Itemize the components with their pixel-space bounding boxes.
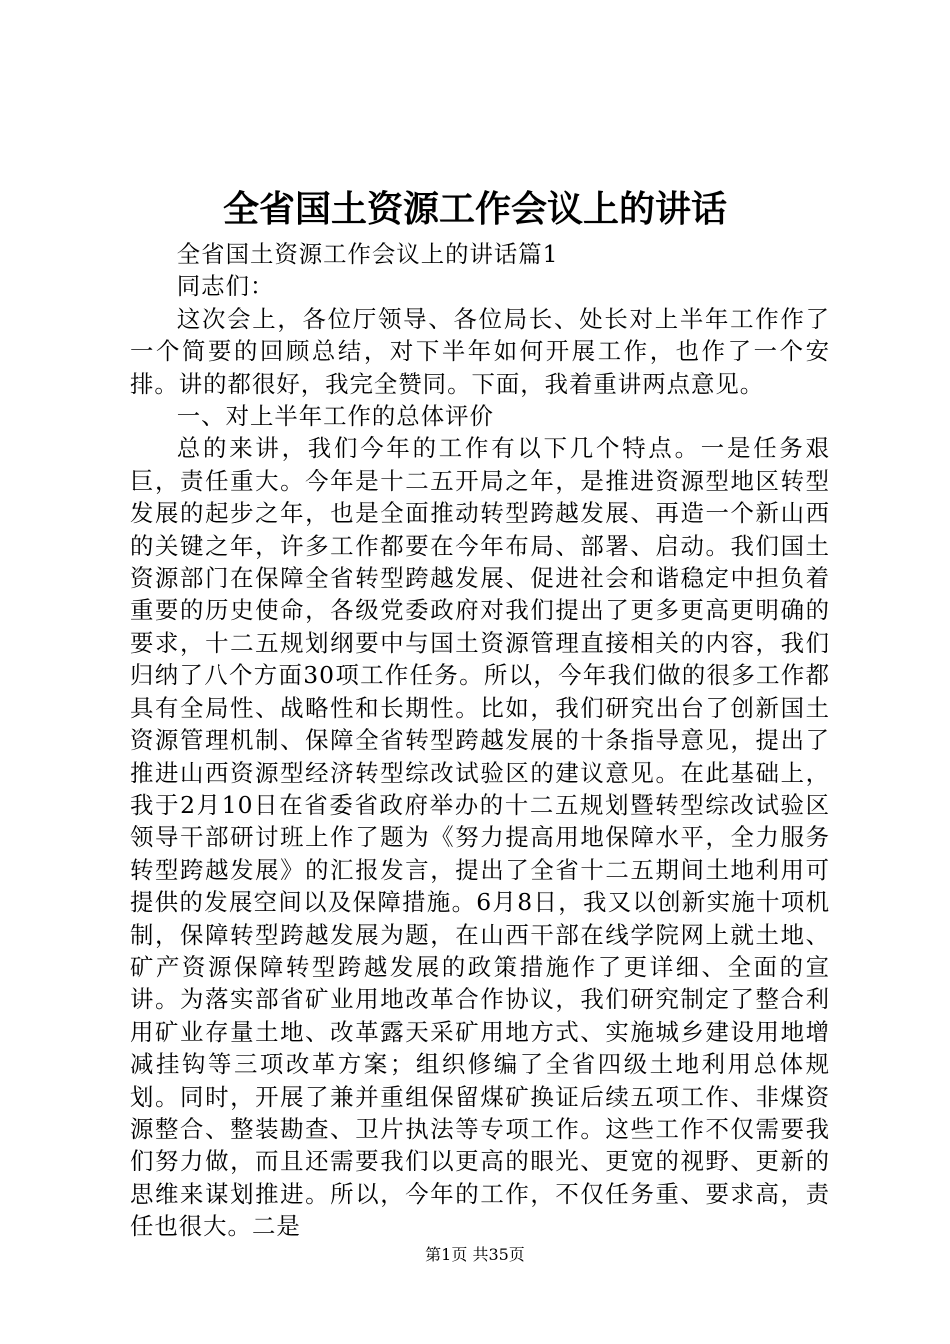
document-body: [130, 238, 830, 1243]
paragraph-main: 总的来讲，我们今年的工作有以下几个特点。一是任务艰巨，责任重大。今年是十二五开局之年，是推进资源型地区转型发展的起步之年，也是全面推动转型跨越发展、再造一个新山西的关键之年，许多工作都要在今年布局、部署、启动。我们国土资源部门在保障全省转型跨越发展、促进社会和谐稳定中担负着重要的历史使命，各级党委政府对我们提出了更多更高更明确的要求，十二五规划纲要中与国土资源管理直接相关的内容，我们归纳了八个方面30项工作任务。所以，今年我们做的很多工作都具有全局性、战略性和长期性。比如，我们研究出台了创新国土资源管理机制、保障全省转型跨越发展的十条指导意见，提出了推进山西资源型经济转型综改试验区的建议意见。在此基础上，我于2月10日在省委省政府举办的十二五规划暨转型综改试验区领导干部研讨班上作了题为《努力提高用地保障水平，全力服务转型跨越发展》的汇报发言，提出了全省十二五期间土地利用可提供的发展空间以及保障措施。6月8日，我又以创新实施十项机制，保障转型跨越发展为题，在山西干部在线学院网上就土地、矿产资源保障转型跨越发展的政策措施作了更详细、全面的宣讲。为落实部省矿业用地改革合作协议，我们研究制定了整合利用矿业存量土地、改革露天采矿用地方式、实施城乡建设用地增减挂钩等三项改革方案；组织修编了全省四级土地利用总体规划。同时，开展了兼并重组保留煤矿换证后续五项工作、非煤资源整合、整装勘查、卫片执法等专项工作。这些工作不仅需要我们努力做，而且还需要我们以更高的眼光、更宽的视野、更新的思维来谋划推进。所以，今年的工作，不仅任务重、要求高，责任也很大。二是: [130, 434, 830, 1241]
section-heading: 一、对上半年工作的总体评价: [176, 402, 494, 431]
document-title: 全省国土资源工作会议上的讲话: [222, 188, 727, 230]
page-number-footer: 第1页 共35页: [425, 1245, 525, 1264]
paragraph-subtitle: 全省国土资源工作会议上的讲话篇1: [176, 240, 559, 268]
paragraph-salutation: 同志们：: [176, 272, 275, 301]
paragraph-intro: 这次会上，各位厅领导、各位局长、处长对上半年工作作了一个简要的回顾总结，对下半年如何开展工作，也作了一个安排。讲的都很好，我完全赞同。下面，我着重讲两点意见。: [130, 304, 830, 398]
